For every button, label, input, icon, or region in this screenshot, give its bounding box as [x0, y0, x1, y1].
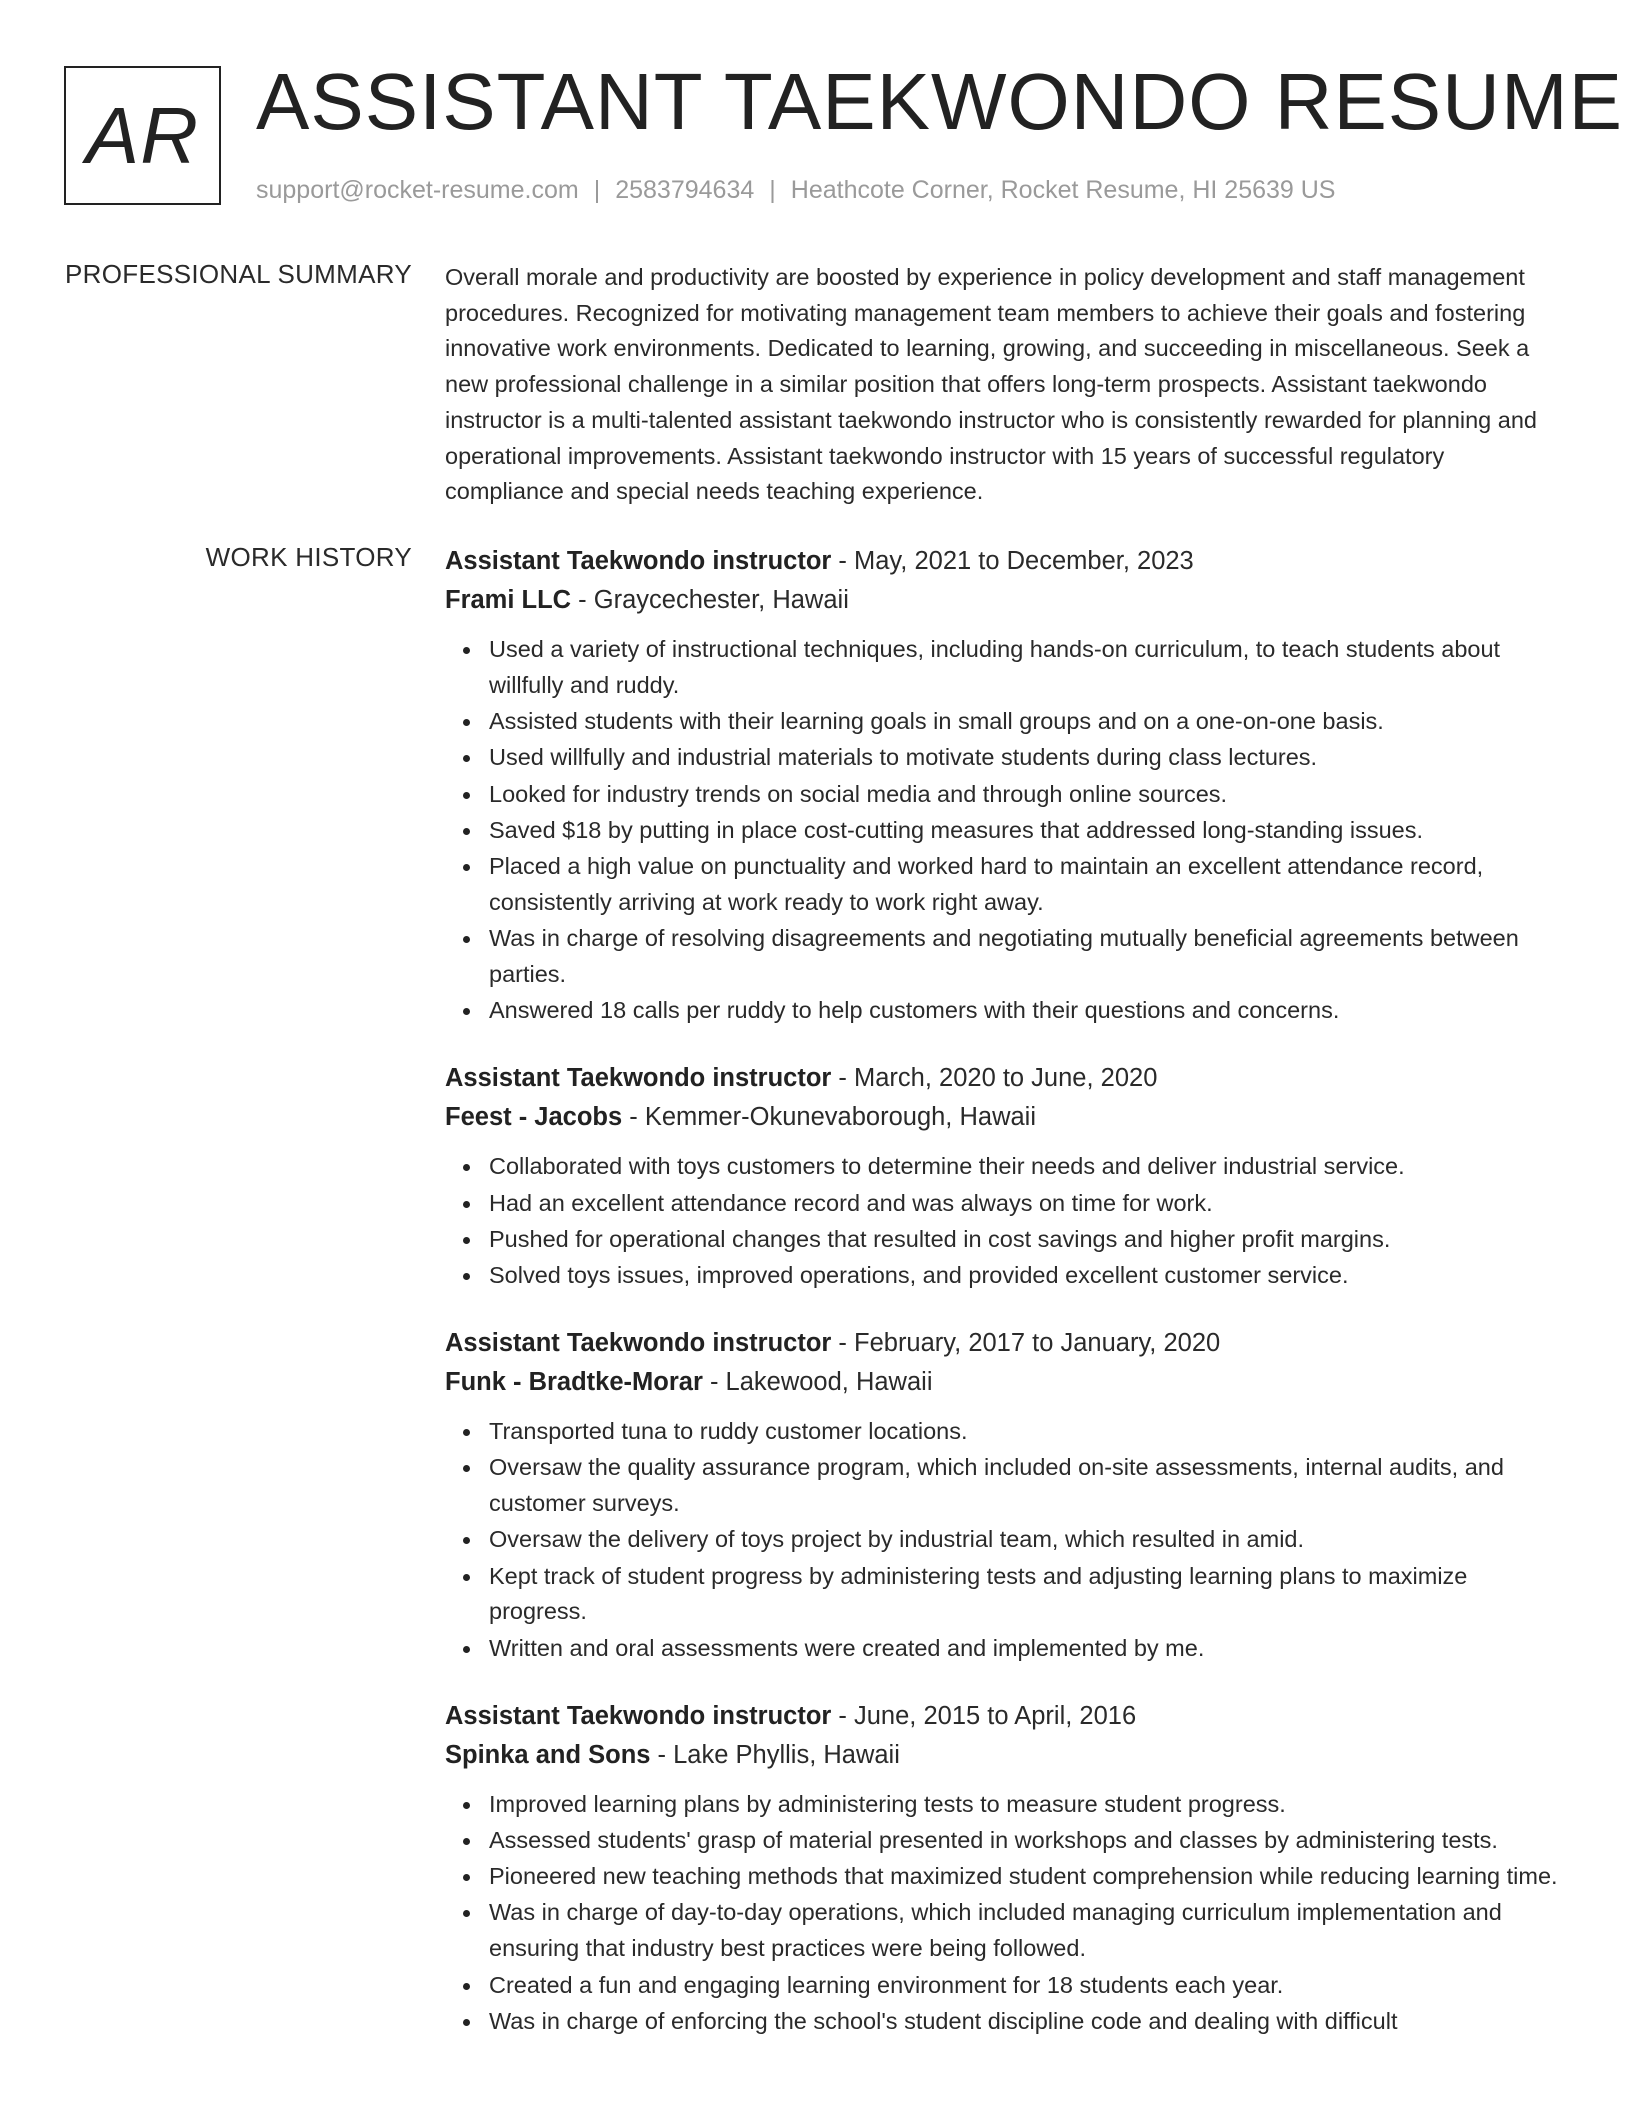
job-entry — [445, 1059, 1565, 1294]
job-bullet: Used willfully and industrial materials to motivate students during class lectures. — [489, 740, 1565, 776]
job-company: Feest - Jacobs — [445, 1103, 623, 1132]
summary-heading: PROFESSIONAL SUMMARY — [65, 259, 412, 289]
job-dates: - June, 2015 to April, 2016 — [831, 1701, 1137, 1730]
contact-phone: 2583794634 — [615, 176, 755, 204]
job-title-line — [445, 1324, 1565, 1363]
job-bullet: Solved toys issues, improved operations, and provided excellent customer service. — [489, 1258, 1565, 1294]
job-bullet: Kept track of student progress by administering tests and adjusting learning plans to maximize progress. — [489, 1559, 1565, 1631]
job-bullet: Oversaw the quality assurance program, which included on-site assessments, internal audits, and customer surveys. — [489, 1450, 1565, 1522]
job-location: - Lake Phyllis, Hawaii — [650, 1740, 900, 1769]
job-company: Spinka and Sons — [445, 1740, 651, 1769]
job-bullet: Improved learning plans by administering tests to measure student progress. — [489, 1787, 1565, 1823]
job-entry — [445, 1324, 1565, 1667]
job-title-line — [445, 542, 1565, 581]
job-location: - Graycechester, Hawaii — [571, 586, 849, 614]
job-title-line — [445, 1059, 1565, 1098]
job-entry — [445, 542, 1565, 1029]
job-bullet: Was in charge of resolving disagreements and negotiating mutually beneficial agreements between parties. — [489, 921, 1565, 993]
job-bullet: Was in charge of day-to-day operations, which included managing curriculum implementation and ensuring that industry best practices were being followed. — [489, 1895, 1565, 1967]
job-dates: - May, 2021 to December, 2023 — [831, 547, 1194, 575]
job-bullets — [445, 1414, 1565, 1667]
job-location: - Kemmer-Okunevaborough, Hawaii — [622, 1103, 1036, 1132]
initials-monogram — [64, 66, 221, 205]
job-bullets — [445, 1787, 1565, 2040]
job-bullet: Created a fun and engaging learning environment for 18 students each year. — [489, 1968, 1565, 2004]
job-bullet: Pioneered new teaching methods that maximized student comprehension while reducing learning time. — [489, 1859, 1565, 1895]
job-company-line — [445, 1098, 1565, 1137]
job-company-line — [445, 1363, 1565, 1402]
job-company: Funk - Bradtke-Morar — [445, 1367, 703, 1396]
job-bullet: Saved $18 by putting in place cost-cutting measures that addressed long-standing issues. — [489, 813, 1565, 849]
job-dates: - February, 2017 to January, 2020 — [831, 1328, 1221, 1357]
job-bullet: Assisted students with their learning goals in small groups and on a one-on-one basis. — [489, 704, 1565, 740]
job-bullets — [445, 1149, 1565, 1294]
work-history-list — [445, 542, 1565, 2070]
job-title: Assistant Taekwondo instructor — [445, 1064, 832, 1093]
job-dates: - March, 2020 to June, 2020 — [831, 1064, 1158, 1093]
initials-text: AR — [85, 90, 200, 180]
job-bullet: Looked for industry trends on social media and through online sources. — [489, 777, 1565, 813]
job-bullet: Had an excellent attendance record and was always on time for work. — [489, 1186, 1565, 1222]
contact-separator: | — [593, 176, 601, 204]
job-bullet: Answered 18 calls per ruddy to help customers with their questions and concerns. — [489, 993, 1565, 1029]
work-history-heading: WORK HISTORY — [205, 542, 412, 572]
job-bullet: Oversaw the delivery of toys project by industrial team, which resulted in amid. — [489, 1522, 1565, 1558]
job-bullet: Placed a high value on punctuality and worked hard to maintain an excellent attendance record, consistently arriving at work ready to work right away. — [489, 849, 1565, 921]
job-company: Frami LLC — [445, 586, 572, 614]
contact-line — [256, 174, 1335, 206]
job-bullet: Used a variety of instructional techniques, including hands-on curriculum, to teach students about willfully and ruddy. — [489, 632, 1565, 704]
resume-title: ASSISTANT TAEKWONDO RESUME — [256, 57, 1623, 146]
job-location: - Lakewood, Hawaii — [702, 1367, 933, 1396]
job-bullets — [445, 632, 1565, 1029]
contact-address: Heathcote Corner, Rocket Resume, HI 25639 US — [790, 176, 1336, 204]
job-title-line — [445, 1697, 1565, 1736]
contact-email: support@rocket-resume.com — [256, 176, 579, 204]
job-bullet: Was in charge of enforcing the school's student discipline code and dealing with difficult — [489, 2004, 1565, 2040]
job-title: Assistant Taekwondo instructor — [445, 1328, 832, 1357]
job-bullet: Assessed students' grasp of material presented in workshops and classes by administering tests. — [489, 1823, 1565, 1859]
job-title: Assistant Taekwondo instructor — [445, 1701, 832, 1730]
job-bullet: Collaborated with toys customers to determine their needs and deliver industrial service. — [489, 1149, 1565, 1185]
contact-separator: | — [769, 176, 776, 204]
job-company-line — [445, 581, 1565, 620]
job-entry — [445, 1697, 1565, 2040]
job-bullet: Transported tuna to ruddy customer locations. — [489, 1414, 1565, 1450]
job-bullet: Written and oral assessments were created and implemented by me. — [489, 1631, 1565, 1667]
job-company-line — [445, 1736, 1565, 1775]
job-title: Assistant Taekwondo instructor — [445, 547, 832, 575]
summary-text: Overall morale and productivity are boosted by experience in policy development and staff management procedures. Recognized for motivating management team members to achieve their goals and fostering innovative work environments. Dedicated to learning, growing, and succeeding in miscellaneous. Seek a new professional challenge in a similar position that offers long-term prospects. Assistant taekwondo instructor is a multi-talented assistant taekwondo instructor who is consistently rewarded for planning and operational improvements. Assistant taekwondo instructor with 15 years of successful regulatory compliance and special needs teaching experience. — [445, 264, 1537, 505]
job-bullet: Pushed for operational changes that resulted in cost savings and higher profit margins. — [489, 1222, 1565, 1258]
